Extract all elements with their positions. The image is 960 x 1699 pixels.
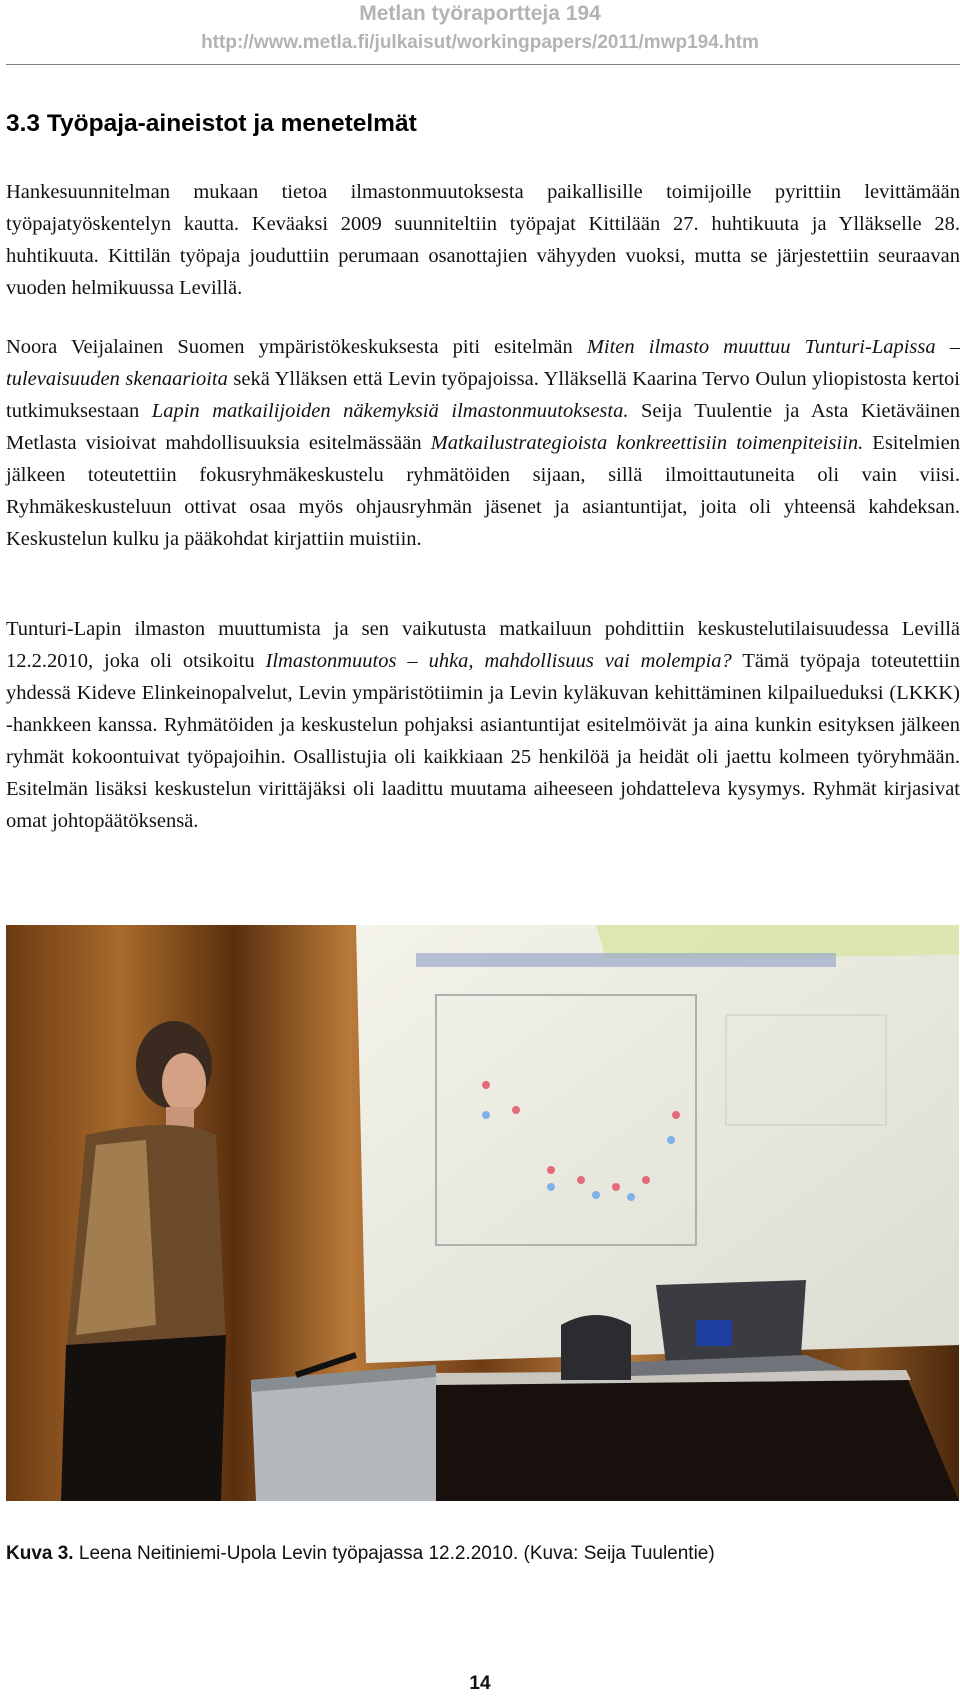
header-rule bbox=[6, 64, 960, 65]
workshop-photo bbox=[6, 925, 959, 1501]
figure-caption-label: Kuva 3. bbox=[6, 1543, 74, 1564]
figure-caption-text: Leena Neitiniemi-Upola Levin työpajassa 12.2.2010. (Kuva: Seija Tuulentie) bbox=[73, 1543, 715, 1564]
figure-caption bbox=[6, 1543, 715, 1565]
running-header-url: http://www.metla.fi/julkaisut/workingpapers/2011/mwp194.htm bbox=[201, 32, 759, 53]
paragraph-3: Tunturi-Lapin ilmaston muuttumista ja sen vaikutusta matkailuun pohdittiin keskustelutilaisuudessa Levillä 12.2.2010, joka oli otsikoitu Ilmastonmuutos – uhka, mahdollisuus vai molempia? Tämä työpaja toteutettiin yhdessä Kideve Elinkeinopalvelut, Levin ympäristötiimin ja Levin kyläkuvan kehittäminen kilpailueduksi (LKKK) -hankkeen kanssa. Ryhmätöiden ja keskustelun pohjaksi asiantuntijat esitelmöivät ja aina kunkin esityksen jälkeen ryhmät kokoontuivat työpajoihin. Osallistujia oli kaikkiaan 25 henkilöä ja heidät oli jaettu kolmeen työryhmään. Esitelmän lisäksi keskustelun virittäjäksi oli laadittu muutama aiheeseen johdatteleva kysymys. Ryhmät kirjasivat omat johtopäätöksensä. bbox=[6, 618, 960, 832]
page-number: 14 bbox=[469, 1673, 491, 1694]
running-header-series: Metlan työraportteja 194 bbox=[359, 2, 601, 25]
paragraph-2: Noora Veijalainen Suomen ympäristökeskuksesta piti esitelmän Miten ilmasto muuttuu Tunturi-Lapissa – tulevaisuuden skenaarioita sekä Ylläksen että Levin työpajoissa. Ylläksellä Kaarina Tervo Oulun yliopistosta kertoi tutkimuksestaan Lapin matkailijoiden näkemyksiä ilmastonmuutoksesta. Seija Tuulentie ja Asta Kietäväinen Metlasta visioivat mahdollisuuksia esitelmässään Matkailustrategioista konkreettisiin toimenpiteisiin. Esitelmien jälkeen toteutettiin fokusryhmäkeskustelu ryhmätöiden sijaan, sillä ilmoittautuneita oli vain viisi. Ryhmäkeskusteluun ottivat osaa myös ohjausryhmän jäsenet ja asiantuntijat, joita oli yhteensä kahdeksan. Keskustelun kulku ja pääkohdat kirjattiin muistiin. bbox=[6, 336, 960, 550]
paragraph-1: Hankesuunnitelman mukaan tietoa ilmastonmuutoksesta paikallisille toimijoille pyrittiin levittämään työpajatyöskentelyn kautta. Keväaksi 2009 suunniteltiin työpajat Kittilään 27. huhtikuuta ja Ylläkselle 28. huhtikuuta. Kittilän työpaja jouduttiin perumaan osanottajien vähyyden vuoksi, mutta se järjestettiin seuraavan vuoden helmikuussa Levillä. bbox=[6, 181, 960, 299]
section-title: 3.3 Työpaja-aineistot ja menetelmät bbox=[6, 110, 417, 137]
